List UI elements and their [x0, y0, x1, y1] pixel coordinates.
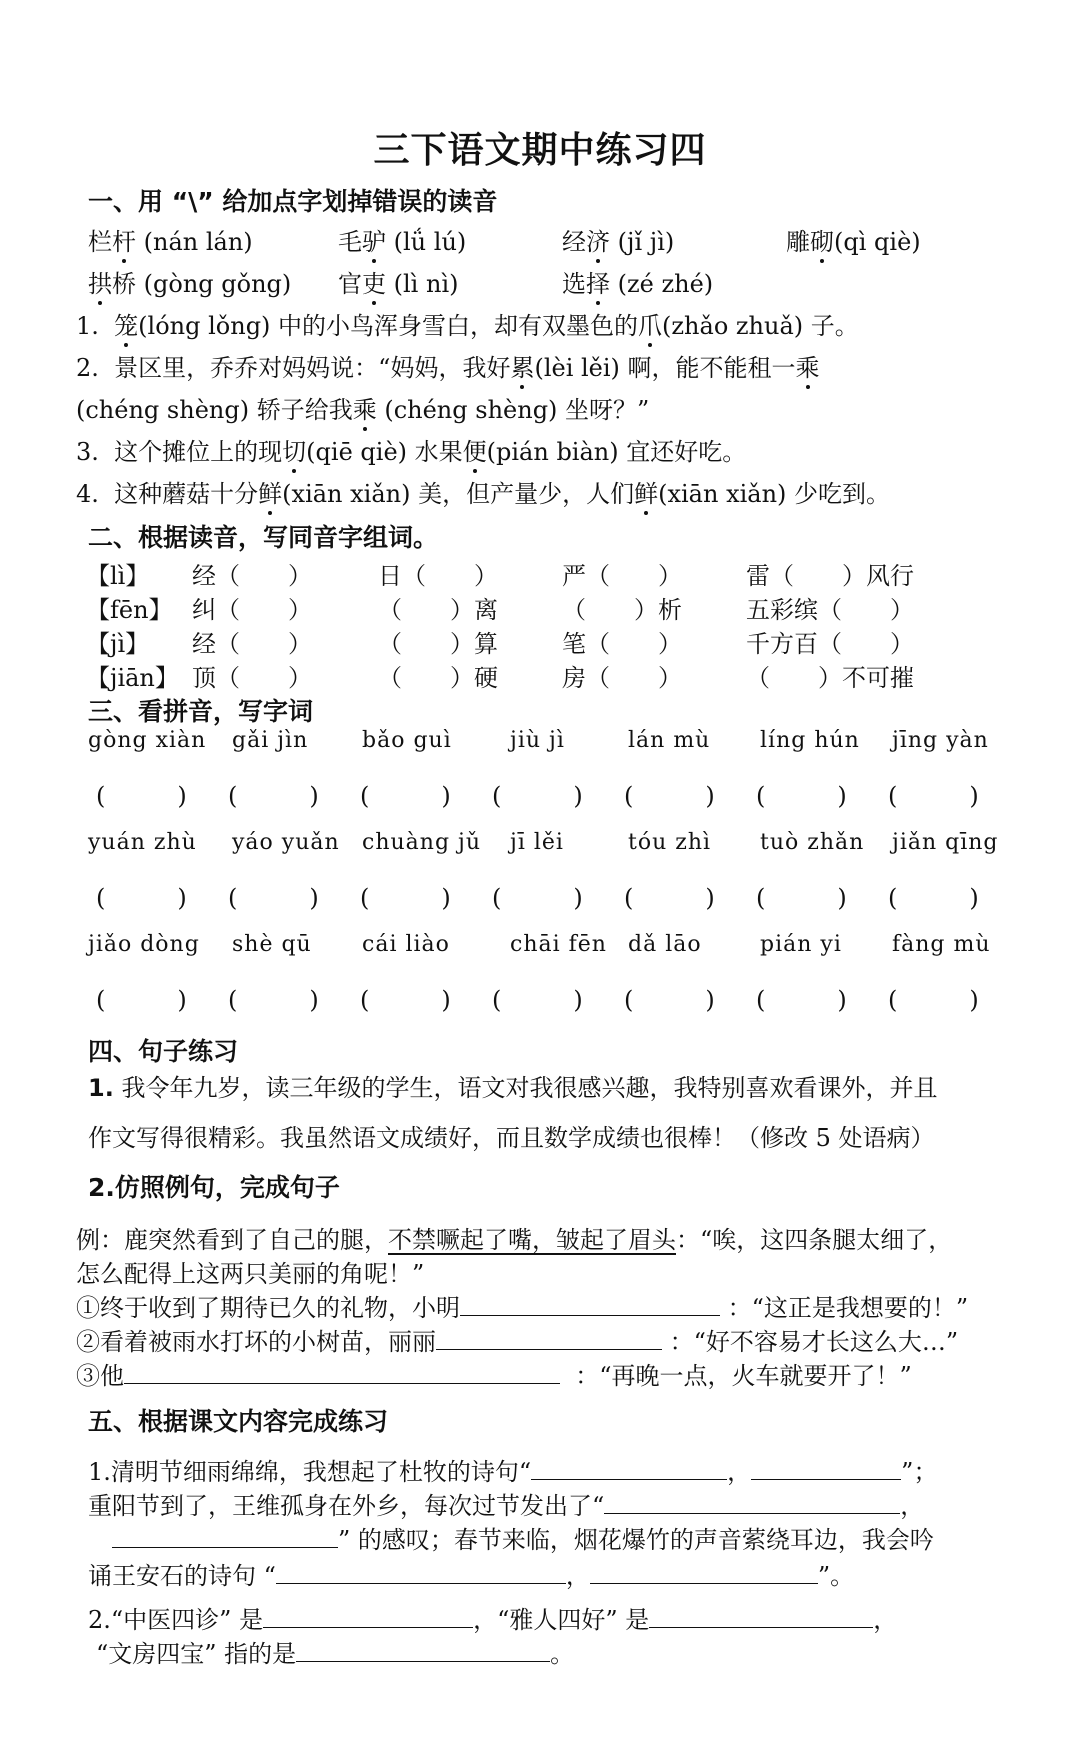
- pinyin-prompt: tuò zhǎn: [760, 830, 865, 855]
- pinyin-prompt: chuàng jǔ: [362, 830, 482, 855]
- answer-brackets[interactable]: ( ): [492, 884, 583, 912]
- s4-example-line-2: 怎么配得上这两只美丽的角呢！”: [76, 1260, 425, 1288]
- pinyin-prompt: jiǎo dòng: [88, 932, 200, 957]
- answer-brackets[interactable]: ( ): [360, 884, 451, 912]
- s2-key: 【jiān】: [86, 664, 179, 692]
- pinyin-prompt: jī lěi: [510, 830, 564, 855]
- s2-cell: 日（ ）: [378, 562, 498, 590]
- answer-blank[interactable]: [112, 1525, 338, 1548]
- answer-blank[interactable]: [276, 1561, 566, 1584]
- answer-brackets[interactable]: ( ): [492, 986, 583, 1014]
- section-1-heading: 一、用 “\” 给加点字划掉错误的读音: [88, 187, 498, 216]
- s2-cell: 房（ ）: [562, 664, 682, 692]
- answer-blank[interactable]: [296, 1639, 550, 1662]
- answer-blank[interactable]: [436, 1327, 662, 1350]
- s5-line-4: 诵王安石的诗句 “ ， ”。: [88, 1562, 855, 1590]
- s1-item-5: 拱桥 (gòng gǒng): [88, 264, 291, 299]
- s1-item-7: 选择 (zé zhé): [562, 264, 713, 299]
- s5-line-3: ” 的感叹；春节来临，烟花爆竹的声音萦绕耳边，我会吟: [112, 1520, 934, 1555]
- pinyin-prompt: jiǎn qīng: [892, 830, 999, 855]
- answer-blank[interactable]: [460, 1293, 720, 1316]
- page-title: 三下语文期中练习四: [373, 129, 707, 171]
- answer-brackets[interactable]: ( ): [96, 986, 187, 1014]
- answer-brackets[interactable]: ( ): [228, 884, 319, 912]
- pinyin-prompt: shè qū: [232, 932, 312, 957]
- section-5-heading: 五、根据课文内容完成练习: [88, 1407, 389, 1436]
- pinyin-prompt: jiù jì: [510, 728, 565, 753]
- s2-key: 【jì】: [86, 630, 150, 658]
- answer-brackets[interactable]: ( ): [228, 986, 319, 1014]
- s4-subheading: 2.仿照例句，完成句子: [88, 1173, 340, 1202]
- s2-cell: 经（ ）: [192, 562, 312, 590]
- pinyin-prompt: yáo yuǎn: [232, 830, 340, 855]
- s1-item-1: 栏杆 (nán lán): [88, 222, 253, 257]
- answer-blank[interactable]: [531, 1457, 727, 1480]
- answer-brackets[interactable]: ( ): [624, 782, 715, 810]
- s2-cell: （ ）离: [378, 596, 498, 624]
- s2-cell: （ ）析: [562, 596, 682, 624]
- answer-blank[interactable]: [604, 1491, 900, 1514]
- pinyin-prompt: pián yi: [760, 932, 842, 957]
- s1-question-1: 1. 笼(lóng lǒng) 中的小鸟浑身雪白，却有双墨色的爪(zhǎo zhuǎ) 子。: [76, 306, 859, 341]
- pinyin-prompt: dǎ lāo: [628, 932, 702, 957]
- pinyin-prompt: tóu zhì: [628, 830, 712, 855]
- s5-line-1: 1.清明节细雨绵绵，我想起了杜牧的诗句“ ， ”；: [88, 1458, 938, 1486]
- s5-line-5: 2.“中医四诊” 是 ，“雅人四好” 是 ，: [88, 1606, 898, 1634]
- pinyin-prompt: jīng yàn: [892, 728, 989, 753]
- s2-cell: 顶（ ）: [192, 664, 312, 692]
- pinyin-prompt: fàng mù: [892, 932, 991, 957]
- answer-brackets[interactable]: ( ): [624, 884, 715, 912]
- s4-example-line-1: 例：鹿突然看到了自己的腿，不禁噘起了嘴，皱起了眉头：“唉，这四条腿太细了，: [76, 1226, 953, 1254]
- s1-item-2: 毛驴 (lǘ lú): [338, 222, 466, 257]
- pinyin-prompt: gǎi jìn: [232, 728, 309, 753]
- answer-brackets[interactable]: ( ): [888, 986, 979, 1014]
- s4-item-3: ③他 ：“再晚一点，火车就要开了！”: [76, 1362, 912, 1390]
- answer-brackets[interactable]: ( ): [96, 782, 187, 810]
- s2-cell: 纠（ ）: [192, 596, 312, 624]
- s5-line-2: 重阳节到了，王维孤身在外乡，每次过节发出了“ ，: [88, 1492, 925, 1520]
- s2-cell: 经（ ）: [192, 630, 312, 658]
- s1-question-2b: (chéng shèng) 轿子给我乘 (chéng shèng) 坐呀？”: [76, 390, 649, 425]
- pinyin-prompt: chāi fēn: [510, 932, 607, 957]
- s4-item-1: ①终于收到了期待已久的礼物，小明 ：“这正是我想要的！”: [76, 1294, 969, 1322]
- s2-key: 【lì】: [86, 562, 150, 590]
- answer-blank[interactable]: [751, 1457, 901, 1480]
- s4-item-2: ②看着被雨水打坏的小树苗，丽丽 ：“好不容易才长这么大…”: [76, 1328, 959, 1356]
- section-2-heading: 二、根据读音，写同音字组词。: [88, 523, 439, 552]
- s2-cell: （ ）硬: [378, 664, 498, 692]
- answer-blank[interactable]: [649, 1605, 873, 1628]
- s1-question-2a: 2. 景区里，乔乔对妈妈说：“妈妈，我好累(lèi lěi) 啊，能不能租一乘: [76, 348, 820, 383]
- section-3-heading: 三、看拼音，写字词: [88, 697, 314, 726]
- s2-cell: （ ）算: [378, 630, 498, 658]
- s1-item-3: 经济 (jǐ jì): [562, 222, 674, 257]
- s1-item-4: 雕砌(qì qiè): [786, 222, 921, 257]
- s4-paragraph-line-1: 1. 我令年九岁，读三年级的学生，语文对我很感兴趣，我特别喜欢看课外，并且: [88, 1074, 938, 1102]
- pinyin-prompt: líng hún: [760, 728, 860, 753]
- s2-cell: 笔（ ）: [562, 630, 682, 658]
- answer-brackets[interactable]: ( ): [888, 884, 979, 912]
- s4-paragraph-line-2: 作文写得很精彩。我虽然语文成绩好，而且数学成绩也很棒！（修改 5 处语病）: [88, 1124, 935, 1152]
- s2-cell: 千方百（ ）: [746, 630, 914, 658]
- s2-cell: 严（ ）: [562, 562, 682, 590]
- s2-key: 【fēn】: [86, 596, 173, 624]
- answer-brackets[interactable]: ( ): [624, 986, 715, 1014]
- answer-blank[interactable]: [124, 1361, 560, 1384]
- s2-cell: （ ）不可摧: [746, 664, 914, 692]
- pinyin-prompt: lán mù: [628, 728, 711, 753]
- answer-blank[interactable]: [590, 1561, 818, 1584]
- s2-cell: 五彩缤（ ）: [746, 596, 914, 624]
- s1-item-6: 官吏 (lì nì): [338, 264, 458, 299]
- s1-question-3: 3. 这个摊位上的现切(qiē qiè) 水果便(pián biàn) 宜还好吃。: [76, 432, 746, 467]
- pinyin-prompt: cái liào: [362, 932, 450, 957]
- s1-question-4: 4. 这种蘑菇十分鲜(xiān xiǎn) 美，但产量少，人们鲜(xiān xiǎn) 少吃到。: [76, 474, 890, 509]
- answer-brackets[interactable]: ( ): [360, 986, 451, 1014]
- section-4-heading: 四、句子练习: [88, 1037, 239, 1066]
- answer-brackets[interactable]: ( ): [756, 884, 847, 912]
- answer-brackets[interactable]: ( ): [756, 986, 847, 1014]
- s5-line-6: “文房四宝” 指的是 。: [96, 1640, 575, 1668]
- pinyin-prompt: bǎo guì: [362, 728, 452, 753]
- s2-cell: 雷（ ）风行: [746, 562, 914, 590]
- answer-blank[interactable]: [263, 1605, 473, 1628]
- answer-brackets[interactable]: ( ): [888, 782, 979, 810]
- answer-brackets[interactable]: ( ): [360, 782, 451, 810]
- answer-brackets[interactable]: ( ): [492, 782, 583, 810]
- answer-brackets[interactable]: ( ): [96, 884, 187, 912]
- pinyin-prompt: yuán zhù: [88, 830, 197, 855]
- answer-brackets[interactable]: ( ): [228, 782, 319, 810]
- answer-brackets[interactable]: ( ): [756, 782, 847, 810]
- pinyin-prompt: gòng xiàn: [88, 728, 207, 753]
